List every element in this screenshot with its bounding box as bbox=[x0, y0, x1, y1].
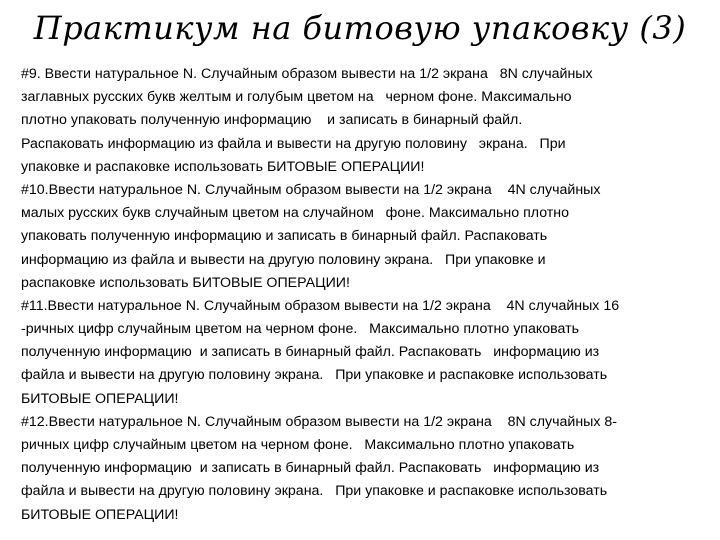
text-line: #9. Ввести натуральное N. Случайным образом вывести на 1/2 экрана 8N случайных bbox=[21, 66, 593, 82]
slide-title: Практикум на битовую упаковку (3) bbox=[33, 9, 687, 47]
text-line: полученную информацию и записать в бинарный файл. Распаковать информацию из bbox=[21, 344, 600, 361]
text-line: #10.Ввести натуральное N. Случайным образом вывести на 1/2 экрана 4N случайных bbox=[21, 181, 601, 198]
text-line: #12.Ввести натуральное N. Случайным образом вывести на 1/2 экрана 8N случайных 8- bbox=[21, 413, 618, 430]
text-line: плотно упаковать полученную информацию и записать в бинарный файл. bbox=[21, 112, 523, 129]
text-line: БИТОВЫЕ ОПЕРАЦИИ! bbox=[21, 506, 179, 523]
text-line: упаковать полученную информацию и записать в бинарный файл. Распаковать bbox=[21, 228, 548, 245]
text-line: #11.Ввести натуральное N. Случайным образом вывести на 1/2 экрана 4N случайных 16 bbox=[21, 297, 620, 314]
text-line: файла и вывести на другую половину экрана. При упаковке и распаковке использовать bbox=[21, 483, 608, 500]
text-line: -ричных цифр случайным цветом на черном фоне. Максимально плотно упаковать bbox=[21, 321, 579, 338]
text-line: Распаковать информацию из файла и вывести на другую половину экрана. При bbox=[21, 135, 566, 152]
text-line: БИТОВЫЕ ОПЕРАЦИИ! bbox=[21, 390, 179, 407]
text-line: заглавных русских букв желтым и голубым цветом на черном фоне. Максимально bbox=[21, 89, 572, 106]
text-line: ричных цифр случайным цветом на черном фоне. Максимально плотно упаковать bbox=[21, 437, 575, 453]
text-line: упаковке и распаковке использовать БИТОВЫЕ ОПЕРАЦИИ! bbox=[21, 158, 425, 175]
text-line: полученную информацию и записать в бинарный файл. Распаковать информацию из bbox=[21, 460, 600, 477]
text-line: малых русских букв случайным цветом на случайном фоне. Максимально плотно bbox=[21, 205, 569, 222]
text-line: распаковке использовать БИТОВЫЕ ОПЕРАЦИИ! bbox=[21, 274, 350, 291]
text-line: файла и вывести на другую половину экрана. При упаковке и распаковке использовать bbox=[21, 367, 608, 384]
text-line: информацию из файла и вывести на другую половину экрана. При упаковке и bbox=[21, 251, 546, 268]
slide-body bbox=[21, 63, 701, 527]
